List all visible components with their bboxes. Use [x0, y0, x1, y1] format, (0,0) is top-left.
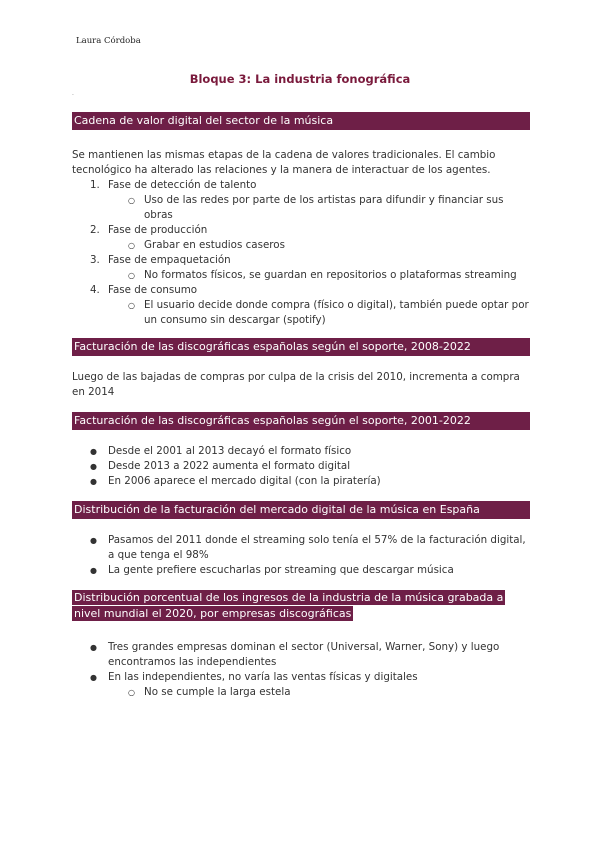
section-heading — [72, 501, 530, 519]
section-3-heading: Facturación de las discográficas españolas según el soporte, 2001-2022 — [72, 412, 530, 430]
section-2-heading: Facturación de las discográficas españolas según el soporte, 2008-2022 — [72, 338, 530, 356]
section-4-heading: Distribución de la facturación del mercado digital de la música en España — [72, 501, 530, 519]
bullet-list — [72, 640, 530, 700]
section-5-heading: Distribución porcentual de los ingresos de la industria de la música grabada a nivel mundial el 2020, por empresas discográficas — [74, 591, 504, 620]
phase-list — [72, 178, 530, 328]
list-item: ● Pasamos del 2011 donde el streaming solo tenía el 57% de la facturación digital, a que tenga el 98% — [90, 534, 526, 561]
list-item: 4. Fase de consumo — [90, 284, 198, 296]
section-1-heading: Cadena de valor digital del sector de la música — [72, 112, 530, 130]
list-item: ● En las independientes, no varía las ventas físicas y digitales — [90, 671, 418, 683]
bullet-list — [72, 444, 530, 489]
list-item: ● En 2006 aparece el mercado digital (con la piratería) — [90, 475, 381, 487]
sub-list-item: ○ El usuario decide donde compra (físico o digital), también puede optar por un consumo sin descargar (spotify) — [128, 299, 529, 326]
section-heading — [72, 412, 530, 430]
list-item: ● Desde 2013 a 2022 aumenta el formato digital — [90, 460, 351, 472]
list-item: ● Tres grandes empresas dominan el sector (Universal, Warner, Sony) y luego encontramos las independientes — [90, 641, 500, 668]
section-1-paragraph: Se mantienen las mismas etapas de la cadena de valores tradicionales. El cambio tecnológico ha alterado las relaciones y la manera de interactuar de los agentes. — [72, 149, 496, 176]
author-name: Laura Córdoba — [76, 36, 141, 46]
list-item: 3. Fase de empaquetación — [90, 254, 231, 266]
sub-list-item: ○ No se cumple la larga estela — [128, 686, 291, 698]
bullet-list — [72, 533, 530, 578]
sub-list-item: ○ Grabar en estudios caseros — [128, 239, 285, 251]
list-item: ● Desde el 2001 al 2013 decayó el formato físico — [90, 445, 352, 457]
section-2-paragraph: Luego de las bajadas de compras por culpa de la crisis del 2010, incrementa a compra en 2014 — [72, 371, 520, 398]
document-body — [72, 112, 530, 700]
section-heading — [72, 112, 530, 130]
list-item: 2. Fase de producción — [90, 224, 208, 236]
section-heading — [72, 590, 530, 622]
list-item: ● La gente prefiere escucharlas por streaming que descargar música — [90, 564, 454, 576]
page-title: Bloque 3: La industria fonográfica — [189, 72, 411, 86]
stray-dot: . — [72, 90, 74, 97]
section-heading — [72, 338, 530, 356]
sub-list-item: ○ Uso de las redes por parte de los artistas para difundir y financiar sus obras — [128, 194, 504, 221]
list-item: 1. Fase de detección de talento — [90, 179, 257, 191]
sub-list-item: ○ No formatos físicos, se guardan en repositorios o plataformas streaming — [128, 269, 517, 281]
